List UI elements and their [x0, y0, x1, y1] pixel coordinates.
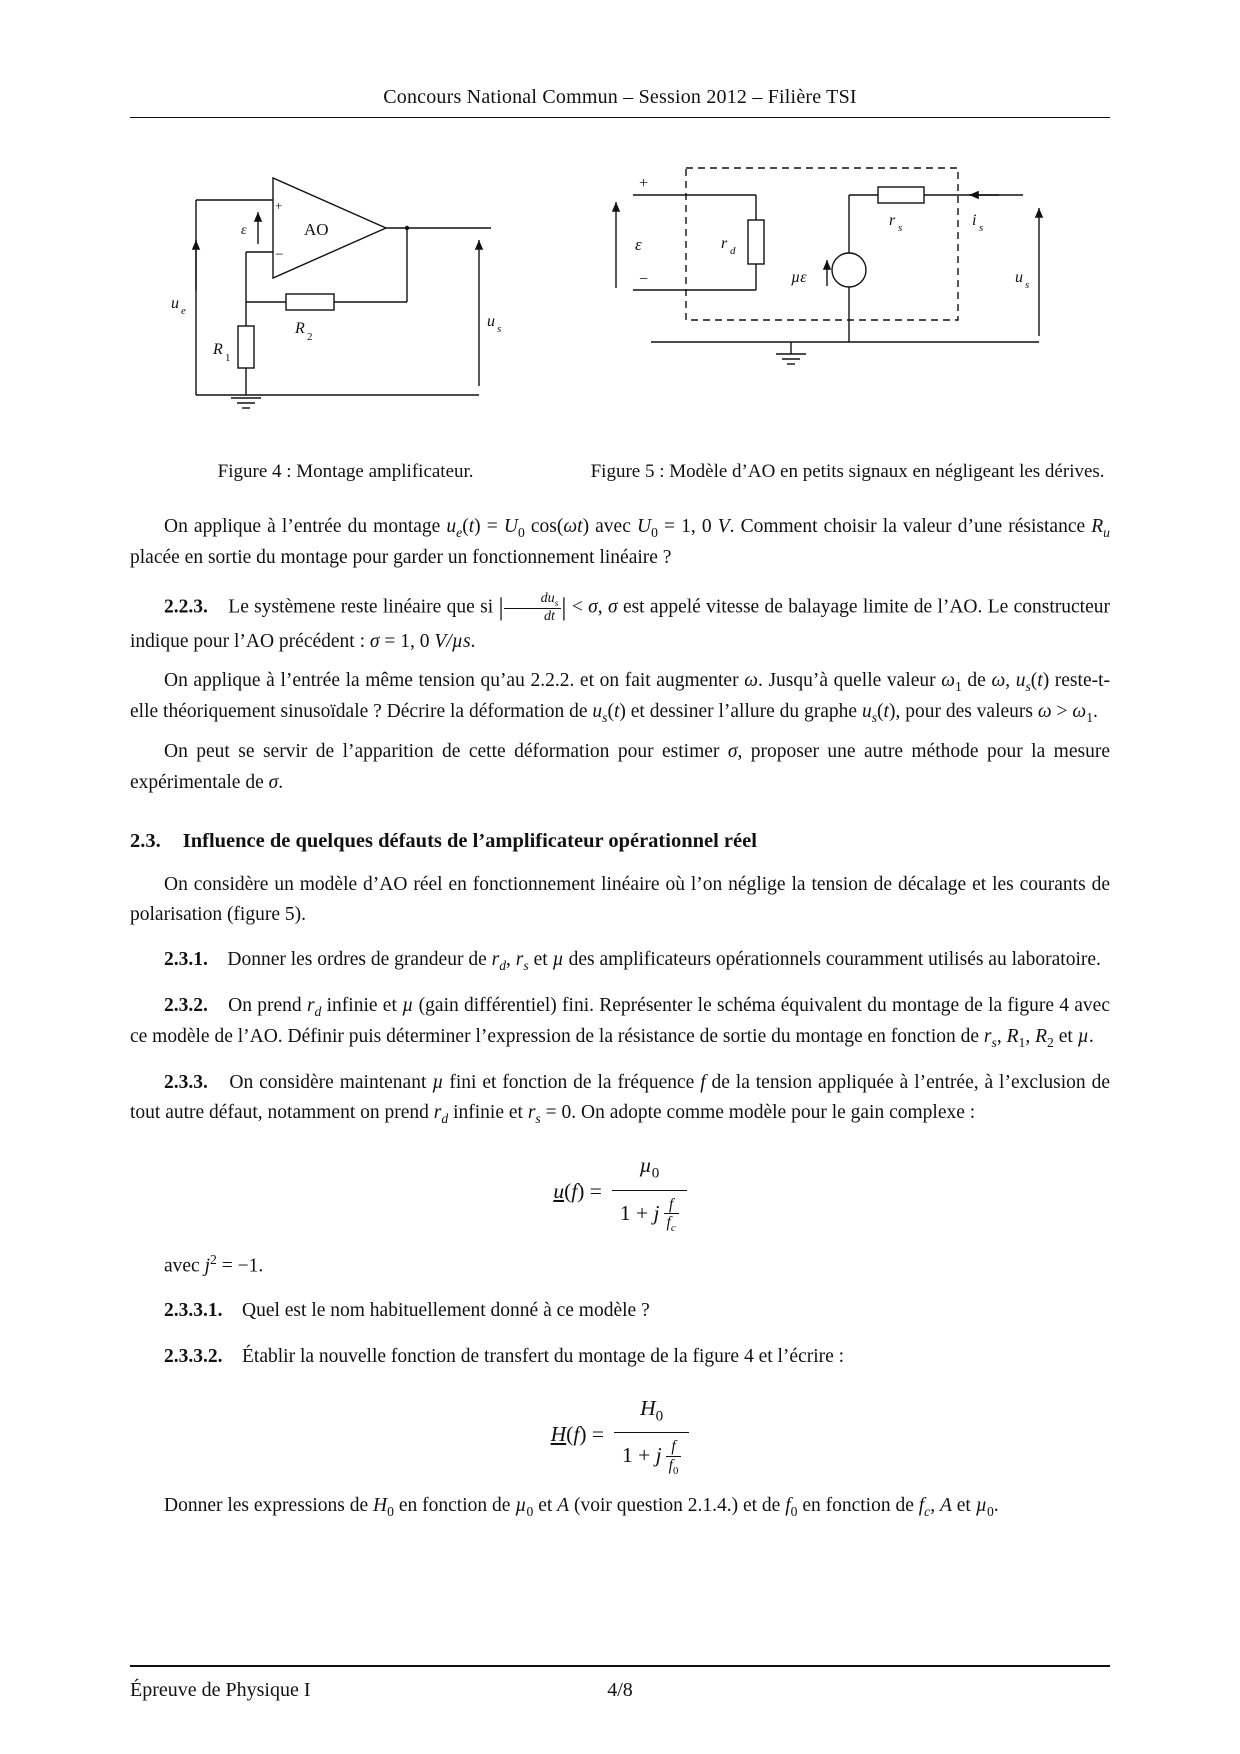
equation-fonction-transfert: [130, 1392, 1110, 1477]
figure4-circuit: [161, 140, 531, 440]
section-title: Influence de quelques défauts de l’amplificateur opérationnel réel: [182, 829, 757, 852]
page-footer: [130, 1665, 1110, 1702]
figure5-block: [591, 140, 1110, 486]
footer-rule: [130, 1665, 1110, 1667]
figure5-caption: Figure 5 : Modèle d’AO en petits signaux en négligeant les dérives.: [590, 461, 1105, 482]
paragraph-final: Donner les expressions de $H_0$ en fonction de µ$_0$ et A (voir question 2.1.4.) et de $f_0$ en fonction de $f_c$, A et µ$_0$.: [164, 1494, 999, 1519]
opamp-ao-label: AO: [303, 220, 329, 239]
paragraph-2-2-3-b: On applique à l’entrée la même tension qu’au 2.2.2. et on fait augmenter ω. Jusqu’à quelle valeur $\omega_1$ de ω, $u_s(t)$ reste-t-elle théoriquement sinusoïdale ? Décrire la déformation de $u_s(t)$ et dessiner l’allure du graphe $u_s(t)$, pour des valeurs $\omega > \omega_1$.: [130, 670, 1110, 726]
input-plus-label: +: [638, 175, 648, 192]
fraction-denominator: [614, 1432, 689, 1477]
output-voltage-sub: s: [496, 323, 501, 335]
figure4-caption: Figure 4 : Montage amplificateur.: [217, 461, 474, 482]
paragraph-2-3-3-1: 2.3.3.1. Quel est le nom habituellement donné à ce modèle ?: [164, 1300, 650, 1322]
footer-row: [130, 1679, 1110, 1702]
footer-exam-title: Épreuve de Physique I: [130, 1679, 311, 1701]
epsilon-label: ε: [240, 223, 247, 238]
paragraph-2-2-3: 2.2.3. Le systèmene reste linéaire que si | $du_s$ dt | < σ, σ est appelé vitesse de balayage limite de l’AO. Le constructeur indique pour l’AO précédent : σ = 1, 0 V/µs.: [130, 589, 1110, 653]
resistor-r2-sub: 2: [306, 331, 313, 343]
output-current-label: i: [971, 212, 977, 229]
paragraph-2-3-3: 2.3.3. On considère maintenant µ fini et fonction de la fréquence f de la tension appliquée à l’entrée, à l’exclusion de tout autre défaut, notamment on prend $r_d$ infinie et $r_s = 0$. On adopte comme modèle pour le gain complexe :: [130, 1072, 1110, 1127]
opamp-plus-input-label: +: [274, 198, 282, 213]
paragraph-intro: On applique à l’entrée du montage $u_e(t) = U_0$ cos(ωt) avec $U_0 = 1$, 0 V. Comment choisir la valeur d’une résistance $R_u$ placée en sortie du montage pour garder un fonctionnement linéaire ?: [130, 515, 1110, 568]
input-voltage-sub: e: [180, 305, 186, 317]
nested-fraction: [664, 1196, 679, 1235]
opamp-minus-input-label: −: [274, 247, 284, 263]
resistor-r1-label: R: [212, 341, 223, 358]
page-header-title: Concours National Commun – Session 2012 – Filière TSI: [383, 86, 857, 108]
output-voltage-label: u: [486, 313, 495, 330]
output-current-sub: s: [978, 222, 983, 234]
resistor-r2-label: R: [294, 320, 305, 337]
nested-fraction: [666, 1438, 682, 1477]
nested-denominator: $f_c$: [664, 1213, 679, 1234]
resistor-rs-sub: s: [897, 222, 902, 234]
input-voltage-label: u: [170, 295, 179, 312]
resistor-r1-sub: 1: [224, 352, 231, 364]
dependent-source-label: µε: [790, 269, 807, 286]
equation-fraction: [612, 1149, 687, 1234]
paragraph-2-3-3-2: 2.3.3.2. Établir la nouvelle fonction de transfert du montage de la figure 4 et l’écrire :: [164, 1345, 845, 1367]
equation-fraction: [614, 1392, 689, 1477]
equation-lhs: H(f) =: [550, 1421, 604, 1446]
nested-numerator: f: [671, 1438, 676, 1456]
epsilon-label: ε: [634, 235, 642, 254]
figures-row: [130, 140, 1110, 486]
page-number: 4/8: [607, 1679, 633, 1701]
paragraph-2-3-intro: On considère un modèle d’AO réel en fonctionnement linéaire où l’on néglige la tension de décalage et les courants de polarisation (figure 5).: [130, 873, 1110, 925]
denominator-prefix: 1 + j: [619, 1201, 660, 1226]
input-minus-label: −: [638, 271, 648, 288]
section-heading-2-3: [130, 826, 1110, 858]
paragraph-avec-j2: avec $j^2 = -1$.: [164, 1251, 264, 1277]
output-voltage-sub: s: [1024, 279, 1029, 291]
output-voltage-label: u: [1014, 269, 1023, 286]
resistor-rd-sub: d: [729, 245, 736, 257]
fraction-numerator: µ$_0$: [639, 1153, 660, 1182]
section-number: 2.3.: [130, 829, 161, 852]
resistor-rd-label: r: [720, 235, 727, 252]
nested-numerator: f: [668, 1196, 674, 1214]
body-text: [130, 512, 1110, 1522]
paragraph-2-3-2: 2.3.2. On prend $r_d$ infinie et µ (gain différentiel) fini. Représenter le schéma équivalent du montage de la figure 4 avec ce modèle de l’AO. Définir puis déterminer l’expression de la résistance de sortie du montage en fonction de $r_s$, $R_1$, $R_2$ et µ.: [130, 995, 1110, 1051]
nested-denominator: $f_0$: [666, 1456, 682, 1477]
paragraph-2-3-1: 2.3.1. Donner les ordres de grandeur de $r_d$, $r_s$ et µ des amplificateurs opérationnels couramment utilisés au laboratoire.: [164, 949, 1101, 973]
figure5-circuit: [591, 140, 1061, 440]
figure4-block: [130, 140, 561, 486]
paragraph-2-2-3-c: On peut se servir de l’apparition de cette déformation pour estimer σ, proposer une autre méthode pour la mesure expérimentale de σ.: [130, 741, 1110, 793]
fraction-numerator: $H_0$: [640, 1395, 664, 1425]
resistor-rs-label: r: [888, 212, 895, 229]
denominator-prefix: 1 + j: [622, 1443, 662, 1468]
fraction-denominator: [612, 1190, 687, 1235]
header-rule: [130, 117, 1110, 118]
equation-lhs: u(f) =: [553, 1179, 602, 1204]
equation-gain-complexe: [130, 1149, 1110, 1234]
